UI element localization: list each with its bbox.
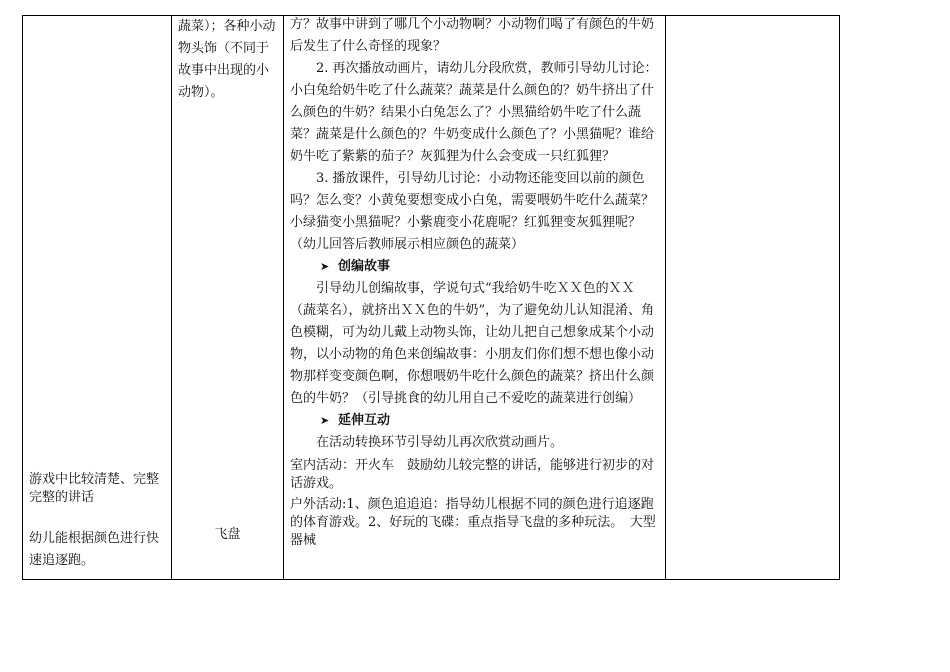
paragraph-questions: 方？故事中讲到了哪几个小动物啊？小动物们喝了有颜色的牛奶后发生了什么奇怪的现象？ [290,17,655,54]
materials-column [172,16,283,579]
arrowhead-bullet-icon: ➤ [320,414,330,427]
evaluation-note-speech: 游戏中比较清楚、完整完整的讲话 [29,472,160,505]
section-heading-extension [290,410,658,432]
paragraph-indoor: 室内活动：开火车 鼓励幼儿较完整的讲话，能够进行初步的对话游戏。 [290,458,655,491]
activity-process-column [284,16,665,579]
notes-column [666,16,839,579]
section-heading-text: 延伸互动 [338,413,391,428]
paragraph-step-3: 3. 播放课件，引导幼儿讨论：小动物还能变回以前的颜色吗？怎么变？小黄兔要想变成小白兔，需要喂奶牛吃什么蔬菜？小绿猫变小黑猫呢？小紫鹿变小花鹿呢？红狐狸变灰狐狸呢？（幼儿回答后教师展示相应颜色的蔬菜） [290,171,655,252]
paragraph-transition: 在活动转换环节引导幼儿再次欣赏动画片。 [316,435,564,450]
materials-text: 蔬菜）；各种小动物头饰（不同于故事中出现的小动物）。 [178,19,276,100]
paragraph-step-2: 2. 再次播放动画片，请幼儿分段欣赏，教师引导幼儿讨论：小白兔给奶牛吃了什么蔬菜？蔬菜是什么颜色的？奶牛挤出了什么颜色的牛奶？结果小白兔怎么了？小黑猫给奶牛吃了什么蔬菜？蔬菜是什么颜色的？牛奶变成什么颜色了？小黑猫呢？谁给奶牛吃了紫紫的茄子？灰狐狸为什么会变成一只红狐狸？ [290,61,658,164]
section-heading-text: 创编故事 [338,259,391,274]
evaluation-column [23,16,171,579]
materials-frisbee: 飞盘 [214,527,241,542]
paragraph-story-creation: 引导幼儿创编故事，学说句式“我给奶牛吃ＸＸ色的ＸＸ（蔬菜名），就挤出ＸＸ色的牛奶”，为了避免幼儿认知混淆、角色模糊，可为幼儿戴上动物头饰，让幼儿把自己想象成某个小动物，以小动物的角色来创编故事：小朋友们你们想不想也像小动物那样变变颜色啊，你想喂奶牛吃什么颜色的蔬菜？挤出什么颜色的牛奶？（引导挑食的幼儿用自己不爱吃的蔬菜进行创编） [290,281,655,406]
paragraph-outdoor: 户外活动:1、颜色追追追：指导幼儿根据不同的颜色进行追逐跑的体育游戏。2、好玩的飞碟：重点指导飞盘的多种玩法。 大型器械 [290,497,656,548]
section-heading-story [290,256,658,278]
lesson-plan-table [22,15,840,580]
evaluation-note-running: 幼儿能根据颜色进行快速追逐跑。 [29,531,160,568]
arrowhead-bullet-icon: ➤ [320,260,330,273]
